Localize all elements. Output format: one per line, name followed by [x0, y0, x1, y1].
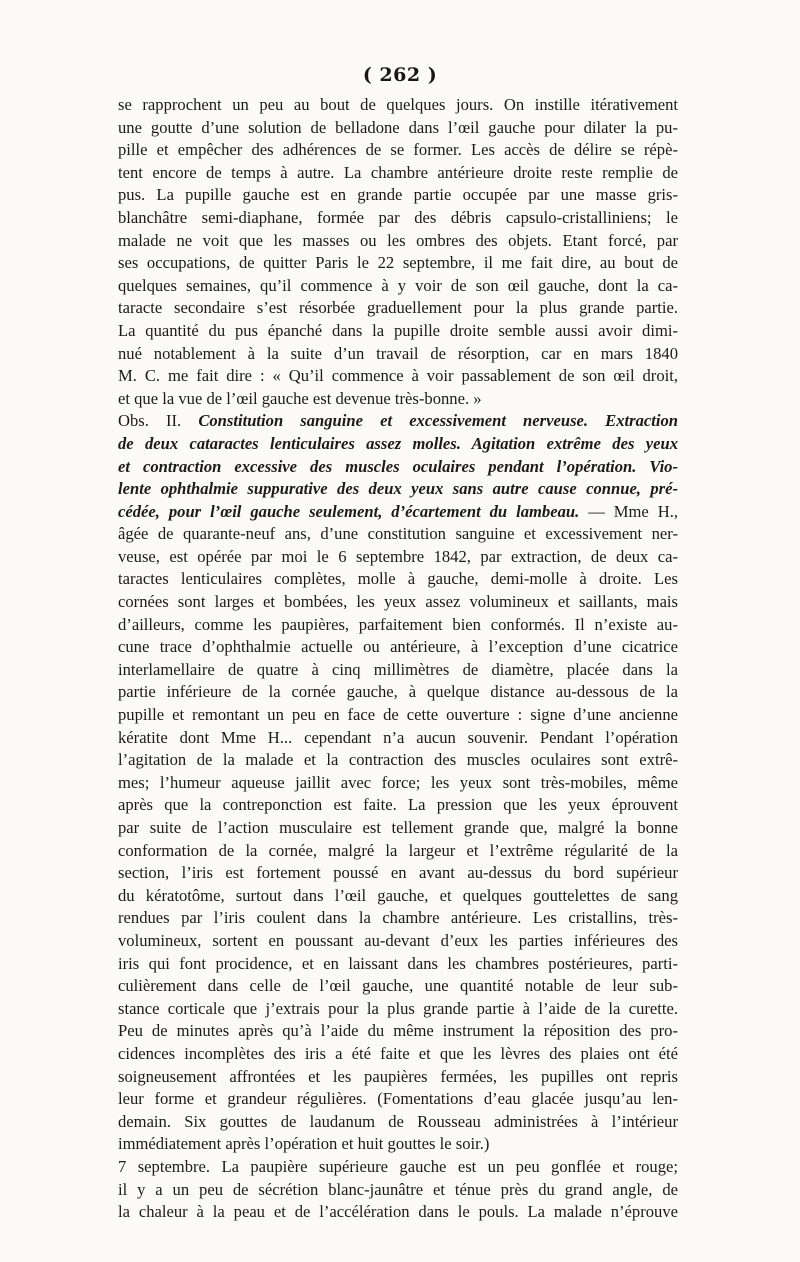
text-line — [118, 433, 678, 456]
text-run: âgée de quarante-neuf ans, d’une constitution sanguine et excessivement ner- — [118, 524, 678, 544]
text-run: stance corticale que j’extrais pour la plus grande partie à l’aide de la curette. — [118, 998, 678, 1018]
text-run: par suite de l’action musculaire est tellement grande que, malgré la bonne — [118, 818, 678, 837]
text-run: M. C. me fait dire : « Qu’il commence à voir passablement de son œil droit, — [118, 366, 678, 386]
italic-run: lente ophthalmie suppurative des deux yeux sans autre cause connue, pré- — [118, 479, 678, 499]
italic-run: Constitution sanguine et excessivement nerveuse. Extraction — [198, 411, 678, 431]
text-run: leur forme et grandeur régulières. (Fomentations d’eau glacée jusqu’au len- — [118, 1089, 678, 1109]
text-run: du kératotôme, surtout dans l’œil gauche, et quelques gouttelettes de sang — [118, 885, 678, 905]
italic-run: et contraction excessive des muscles oculaires pendant l’opération. Vio- — [118, 456, 678, 476]
text-run: se rapprochent un peu au bout de quelques jours. On instille itérativement — [118, 95, 678, 114]
text-run: cidences incomplètes des iris a été faite et que les lèvres des plaies ont été — [118, 1043, 678, 1063]
text-run: malade ne voit que les masses ou les ombres des objets. Etant forcé, par — [118, 230, 678, 250]
text-line — [118, 388, 678, 411]
text-run: volumineux, sortent en poussant au-devant d’eux les parties inférieures des — [118, 930, 678, 950]
text-run: cornées sont larges et bombées, les yeux assez volumineux et saillants, mais — [118, 592, 678, 612]
text-line — [118, 1133, 678, 1156]
text-line — [118, 636, 678, 659]
text-line — [118, 275, 678, 298]
text-line — [118, 568, 678, 591]
text-run: l’agitation de la malade et la contraction des muscles oculaires sont extrê- — [118, 750, 678, 770]
text-line — [118, 998, 678, 1021]
text-line — [118, 1179, 678, 1202]
text-run: soigneusement affrontées et les paupières fermées, les pupilles ont repris — [118, 1066, 678, 1086]
text-line — [118, 614, 678, 637]
text-run: pupille et remontant un peu en face de cette ouverture : signe d’une ancienne — [118, 705, 678, 725]
text-line — [118, 478, 678, 501]
text-line — [118, 681, 678, 704]
body-text — [118, 94, 678, 1224]
italic-run: de deux cataractes lenticulaires assez molles. Agitation extrême des yeux — [118, 433, 678, 453]
text-line — [118, 749, 678, 772]
text-line — [118, 94, 678, 117]
text-run: La quantité du pus épanché dans la pupille droite semble aussi avoir dimi- — [118, 320, 678, 340]
text-line — [118, 456, 678, 479]
text-line — [118, 1020, 678, 1043]
text-line — [118, 659, 678, 682]
text-run: taractes lenticulaires complètes, molle à gauche, demi-molle à droite. Les — [118, 569, 678, 589]
text-line — [118, 1201, 678, 1224]
text-line — [118, 862, 678, 885]
text-line — [118, 885, 678, 908]
text-line — [118, 907, 678, 930]
text-run: il y a un peu de sécrétion blanc-jaunâtre et ténue près du grand angle, de — [118, 1179, 678, 1199]
text-run: 7 septembre. La paupière supérieure gauche est un peu gonflée et rouge; — [118, 1156, 678, 1176]
text-run: et que la vue de l’œil gauche est devenue très-bonne. » — [118, 388, 482, 408]
text-run: conformation de la cornée, malgré la largeur et l’extrême régularité de la — [118, 840, 678, 860]
text-run: pille et empêcher des adhérences de se former. Les accès de délire se répè- — [118, 140, 678, 160]
text-run: Obs. II. — [118, 411, 199, 431]
text-line — [118, 591, 678, 614]
text-run: rendues par l’iris coulent dans la chambre antérieure. Les cristallins, très- — [118, 908, 678, 928]
text-line — [118, 139, 678, 162]
italic-run: cédée, pour l’œil gauche seulement, d’écartement du lambeau. — [118, 501, 580, 521]
text-line — [118, 704, 678, 727]
text-line — [118, 410, 678, 433]
text-run: — Mme H., — [579, 501, 678, 521]
text-line — [118, 297, 678, 320]
page-number: ( 262 ) — [362, 64, 438, 86]
text-line — [118, 501, 678, 524]
text-line — [118, 975, 678, 998]
text-run: iris qui font procidence, et en laissant dans les chambres postérieures, parti- — [118, 953, 678, 973]
text-run: interlamellaire de quatre à cinq millimètres de diamètre, placée dans la — [118, 659, 678, 679]
text-run: kératite dont Mme H... cependant n’a aucun souvenir. Pendant l’opération — [118, 727, 678, 747]
text-run: blanchâtre semi-diaphane, formée par des débris capsulo-cristalliniens; le — [118, 207, 678, 227]
text-line — [118, 546, 678, 569]
text-run: une goutte d’une solution de belladone dans l’œil gauche pour dilater la pu- — [118, 117, 678, 137]
text-run: immédiatement après l’opération et huit gouttes le soir.) — [118, 1134, 490, 1154]
text-line — [118, 252, 678, 275]
text-run: d’ailleurs, comme les paupières, parfaitement bien conformés. Il n’existe au- — [118, 614, 678, 634]
text-line — [118, 953, 678, 976]
text-run: pus. La pupille gauche est en grande partie occupée par une masse gris- — [118, 185, 678, 205]
text-line — [118, 117, 678, 140]
text-run: quelques semaines, qu’il commence à y voir de son œil gauche, dont la ca- — [118, 275, 678, 295]
text-run: demain. Six gouttes de laudanum de Rousseau administrées à l’intérieur — [118, 1111, 678, 1131]
text-line — [118, 1156, 678, 1179]
text-line — [118, 523, 678, 546]
text-line — [118, 794, 678, 817]
text-line — [118, 1111, 678, 1134]
text-run: la chaleur à la peau et de l’accélération dans le pouls. La malade n’éprouve — [118, 1202, 678, 1222]
text-line — [118, 930, 678, 953]
text-line — [118, 365, 678, 388]
text-run: tent encore de temps à autre. La chambre antérieure droite reste remplie de — [118, 162, 678, 182]
text-run: ses occupations, de quitter Paris le 22 septembre, il me fait dire, au bout de — [118, 253, 678, 273]
text-run: section, l’iris est fortement poussé en avant au-dessus du bord supérieur — [118, 863, 678, 883]
text-line — [118, 817, 678, 840]
text-line — [118, 840, 678, 863]
text-run: cune trace d’ophthalmie actuelle ou antérieure, à l’exception d’une cicatrice — [118, 637, 678, 657]
text-run: Peu de minutes après qu’à l’aide du même instrument la réposition des pro- — [118, 1021, 678, 1041]
text-line — [118, 184, 678, 207]
text-line — [118, 320, 678, 343]
text-line — [118, 207, 678, 230]
text-line — [118, 162, 678, 185]
text-run: mes; l’humeur aqueuse jaillit avec force; les yeux sont très-mobiles, même — [118, 772, 678, 792]
text-run: veuse, est opérée par moi le 6 septembre 1842, par extraction, de deux ca- — [118, 546, 678, 566]
text-line — [118, 727, 678, 750]
text-line — [118, 1088, 678, 1111]
text-run: taracte secondaire s’est résorbée graduellement pour la plus grande partie. — [118, 298, 678, 318]
text-run: culièrement dans celle de l’œil gauche, une quantité notable de leur sub- — [118, 976, 678, 996]
text-line — [118, 1066, 678, 1089]
text-line — [118, 1043, 678, 1066]
text-line — [118, 343, 678, 366]
text-run: partie inférieure de la cornée gauche, à quelque distance au-dessous de la — [118, 682, 678, 702]
text-run: après que la contreponction est faite. La pression que les yeux éprouvent — [118, 795, 678, 815]
text-line — [118, 772, 678, 795]
text-run: nué notablement à la suite d’un travail de résorption, car en mars 1840 — [118, 343, 678, 363]
text-line — [118, 230, 678, 253]
